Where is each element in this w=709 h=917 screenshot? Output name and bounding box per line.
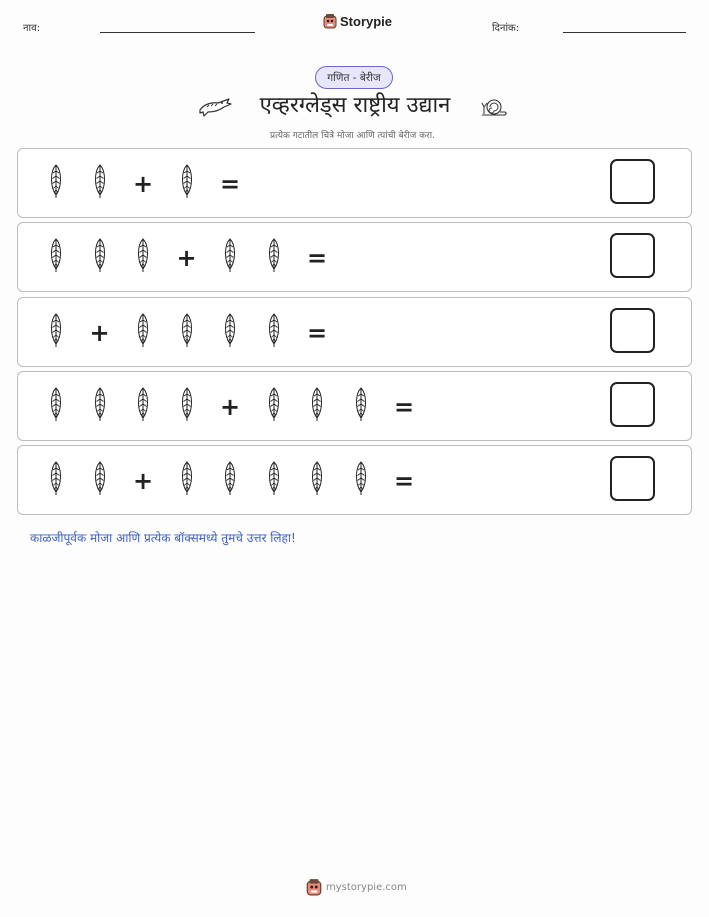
leaf-sprig-icon	[48, 386, 64, 426]
date-label: दिनांक:	[492, 23, 520, 34]
leaf-sprig-icon	[179, 163, 195, 203]
answer-box[interactable]	[610, 159, 655, 204]
leaf-sprig-icon	[309, 386, 325, 426]
addition-problem-row	[17, 297, 692, 367]
leaf-sprig-icon	[222, 237, 238, 277]
leaf-sprig-icon	[135, 386, 151, 426]
leaf-sprig-icon	[92, 460, 108, 500]
leaf-sprig-icon	[179, 312, 195, 352]
leaf-sprig-icon	[48, 237, 64, 277]
leaf-sprig-icon	[179, 460, 195, 500]
leaf-sprig-icon	[48, 460, 64, 500]
subject-badge: गणित - बेरीज	[315, 66, 393, 89]
leaf-sprig-icon	[266, 460, 282, 500]
addition-problem-row	[17, 371, 692, 441]
plus-sign: +	[132, 170, 154, 198]
leaf-sprig-icon	[266, 237, 282, 277]
equals-sign: =	[219, 170, 241, 198]
equals-sign: =	[306, 318, 328, 347]
answer-box[interactable]	[610, 233, 655, 278]
leaf-sprig-icon	[266, 386, 282, 426]
leaf-sprig-icon	[92, 386, 108, 426]
worksheet-header	[0, 0, 709, 50]
leaf-sprig-icon	[92, 237, 108, 277]
leaf-sprig-icon	[353, 386, 369, 426]
equals-sign: =	[306, 244, 328, 273]
alligator-icon	[198, 94, 232, 118]
plus-sign: +	[176, 244, 197, 273]
brand-name: Storypie	[340, 13, 393, 29]
equals-sign: =	[393, 467, 415, 496]
instructions: प्रत्येक गटातील चित्रे मोजा आणि त्यांची बेरीज करा.	[270, 131, 435, 141]
leaf-sprig-icon	[135, 237, 151, 277]
leaf-sprig-icon	[222, 312, 238, 352]
answer-box[interactable]	[610, 456, 655, 501]
leaf-sprig-icon	[92, 163, 108, 203]
leaf-sprig-icon	[48, 163, 64, 203]
addition-problem-row	[17, 222, 692, 292]
name-label: नाव:	[23, 23, 41, 34]
page-title: एव्हरग्लेड्स राष्ट्रीय उद्यान	[259, 93, 451, 118]
name-line[interactable]	[100, 32, 255, 33]
storypie-mascot-icon	[306, 878, 322, 896]
addition-problem-row	[17, 445, 692, 515]
leaf-sprig-icon	[222, 460, 238, 500]
date-line[interactable]	[563, 32, 686, 33]
plus-sign: +	[219, 392, 241, 421]
leaf-sprig-icon	[309, 460, 325, 500]
snail-icon	[480, 96, 508, 118]
plus-sign: +	[89, 318, 110, 347]
leaf-sprig-icon	[179, 386, 195, 426]
footer-site: mystorypie.com	[326, 881, 407, 893]
answer-box[interactable]	[610, 308, 655, 353]
brand-logo	[323, 13, 392, 29]
storypie-mascot-icon	[323, 13, 337, 29]
leaf-sprig-icon	[353, 460, 369, 500]
leaf-sprig-icon	[266, 312, 282, 352]
footer	[306, 878, 407, 896]
leaf-sprig-icon	[135, 312, 151, 352]
leaf-sprig-icon	[48, 312, 64, 352]
equals-sign: =	[393, 392, 415, 421]
addition-problem-row	[17, 148, 692, 218]
plus-sign: +	[132, 467, 154, 496]
answer-box[interactable]	[610, 382, 655, 427]
closing-note: काळजीपूर्वक मोजा आणि प्रत्येक बॉक्समध्ये तुमचे उत्तर लिहा!	[30, 531, 296, 545]
